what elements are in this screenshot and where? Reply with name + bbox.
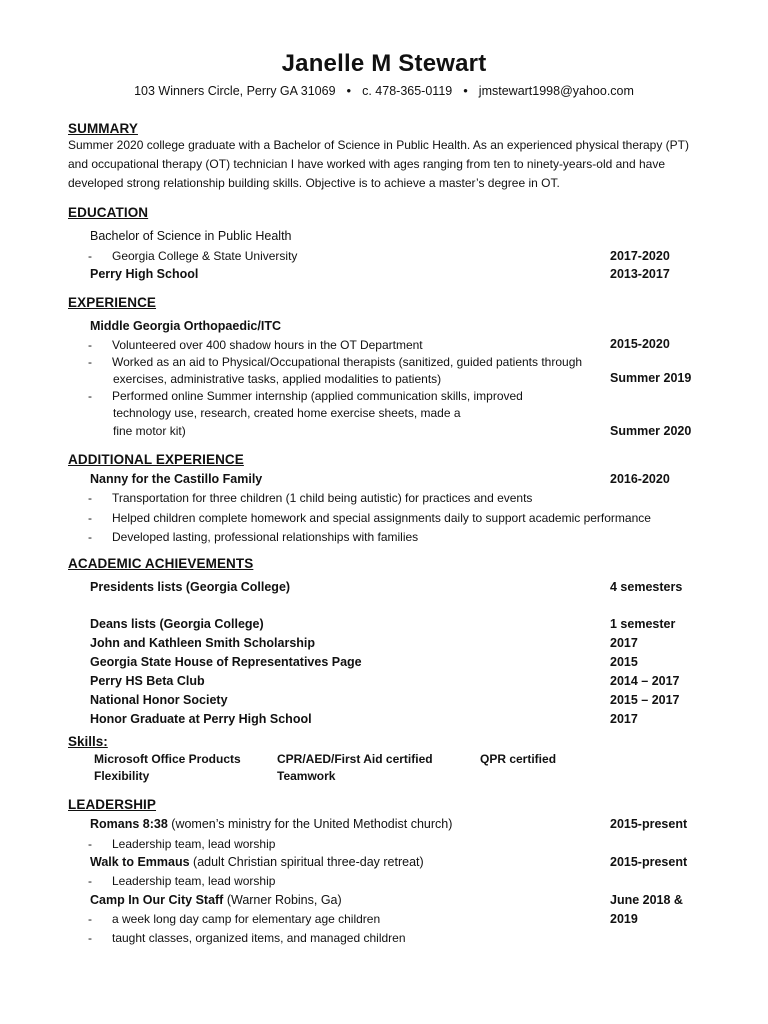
leadership-name: Walk to Emmaus [90, 855, 190, 869]
achievement-label: Georgia State House of Representatives Page [90, 655, 362, 669]
leadership-bullet [88, 931, 406, 945]
experience-date: 2015-2020 [610, 337, 670, 351]
achievement-value: 1 semester [610, 617, 676, 631]
bullet-dash: - [88, 511, 92, 525]
leadership-heading: LEADERSHIP [68, 797, 157, 812]
skill-item: Microsoft Office Products [94, 752, 241, 766]
leadership-detail: (Warner Robins, Ga) [223, 893, 342, 907]
experience-date: Summer 2020 [610, 424, 692, 438]
experience-line: Worked as an aid to Physical/Occupational therapists (sanitized, guided patients through [112, 355, 583, 369]
achievement-label: Perry HS Beta Club [90, 674, 205, 688]
skill-item: CPR/AED/First Aid certified [277, 752, 433, 766]
summary-text: Summer 2020 college graduate with a Bachelor of Science in Public Health. As an experienced physical therapy (PT) and occupational therapy (OT) technician I have worked with ages ranging from ten to ninety-years-old and have developed strong relationship building skills. Objective is to achieve a master’s degree in OT. [68, 138, 690, 190]
bullet-dash: - [88, 837, 92, 851]
leadership-date: June 2018 & [610, 893, 683, 907]
achievement-label: John and Kathleen Smith Scholarship [90, 636, 316, 650]
bullet-dash: - [88, 931, 92, 945]
leadership-bullet-text: a week long day camp for elementary age children [112, 912, 381, 926]
additional-line: Developed lasting, professional relationships with families [112, 530, 419, 544]
employer: Middle Georgia Orthopaedic/ITC [90, 319, 281, 333]
leadership-entry [90, 893, 342, 907]
phone: c. 478-365-0119 [362, 84, 453, 98]
hs-dates: 2013-2017 [610, 267, 670, 281]
leadership-entry [90, 817, 452, 831]
experience-line: Performed online Summer internship (applied communication skills, improved [112, 389, 523, 403]
achievement-label: Deans lists (Georgia College) [90, 617, 264, 631]
leadership-bullet-text: taught classes, organized items, and managed children [112, 931, 406, 945]
address: 103 Winners Circle, Perry GA 31069 [134, 84, 336, 98]
leadership-entry [90, 855, 424, 869]
bullet-dash: - [88, 338, 92, 352]
additional-line: Helped children complete homework and special assignments daily to support academic performance [112, 511, 651, 525]
additional-line: Transportation for three children (1 child being autistic) for practices and events [112, 491, 533, 505]
education-heading: EDUCATION [68, 205, 149, 220]
achievement-label: Honor Graduate at Perry High School [90, 712, 312, 726]
college-name: Georgia College & State University [112, 249, 298, 263]
leadership-date: 2015-present [610, 817, 688, 831]
experience-heading: EXPERIENCE [68, 295, 157, 310]
bullet-dash: - [88, 389, 92, 403]
skill-item: Teamwork [277, 769, 336, 783]
achievement-value: 4 semesters [610, 580, 683, 594]
leadership-detail: (women’s ministry for the United Methodist church) [167, 817, 453, 831]
additional-item [88, 511, 651, 525]
bullet-dash: - [88, 912, 92, 926]
separator-dot: • [346, 83, 352, 98]
achievement-value: 2017 [610, 712, 638, 726]
applicant-name: Janelle M Stewart [281, 50, 487, 77]
achievement-value: 2015 [610, 655, 638, 669]
additional-item [88, 530, 418, 544]
degree: Bachelor of Science in Public Health [90, 229, 292, 243]
experience-line: technology use, research, created home exercise sheets, made a [113, 406, 461, 420]
additional-item [88, 491, 532, 505]
achievement-label: National Honor Society [90, 693, 228, 707]
bullet-dash: - [88, 355, 92, 369]
achievement-label: Presidents lists (Georgia College) [90, 580, 291, 594]
experience-line: exercises, administrative tasks, applied modalities to patients) [113, 372, 442, 386]
bullet-dash: - [88, 530, 92, 544]
leadership-name: Camp In Our City Staff [90, 893, 224, 907]
achievement-value: 2015 – 2017 [610, 693, 680, 707]
experience-item [88, 389, 523, 403]
experience-item [88, 338, 423, 352]
leadership-bullet-text: Leadership team, lead worship [112, 837, 276, 851]
bullet-dash: - [88, 491, 92, 505]
college-item [88, 249, 297, 263]
email: jmstewart1998@yahoo.com [478, 84, 634, 98]
additional-heading: ADDITIONAL EXPERIENCE [68, 452, 244, 467]
leadership-name: Romans 8:38 [90, 817, 168, 831]
college-dates: 2017-2020 [610, 249, 670, 263]
additional-employer: Nanny for the Castillo Family [90, 472, 263, 486]
leadership-detail: (adult Christian spiritual three-day retreat) [189, 855, 424, 869]
leadership-bullet [88, 912, 380, 926]
achievement-value: 2017 [610, 636, 638, 650]
contact-line [0, 83, 768, 98]
academic-heading: ACADEMIC ACHIEVEMENTS [68, 556, 254, 571]
experience-line: fine motor kit) [113, 424, 186, 438]
high-school: Perry High School [90, 267, 199, 281]
leadership-bullet-text: Leadership team, lead worship [112, 874, 276, 888]
experience-line: Volunteered over 400 shadow hours in the OT Department [112, 338, 423, 352]
additional-dates: 2016-2020 [610, 472, 670, 486]
skill-item: Flexibility [94, 769, 150, 783]
achievement-value: 2014 – 2017 [610, 674, 680, 688]
leadership-bullet [88, 837, 275, 851]
leadership-date: 2019 [610, 912, 638, 926]
experience-date: Summer 2019 [610, 371, 692, 385]
bullet-dash: - [88, 874, 92, 888]
bullet-dash: - [88, 249, 92, 263]
leadership-date: 2015-present [610, 855, 688, 869]
skill-item: QPR certified [480, 752, 557, 766]
leadership-bullet [88, 874, 275, 888]
separator-dot: • [463, 83, 468, 98]
experience-item [88, 355, 582, 369]
skills-heading: Skills: [68, 734, 108, 749]
summary-heading: SUMMARY [68, 121, 138, 136]
